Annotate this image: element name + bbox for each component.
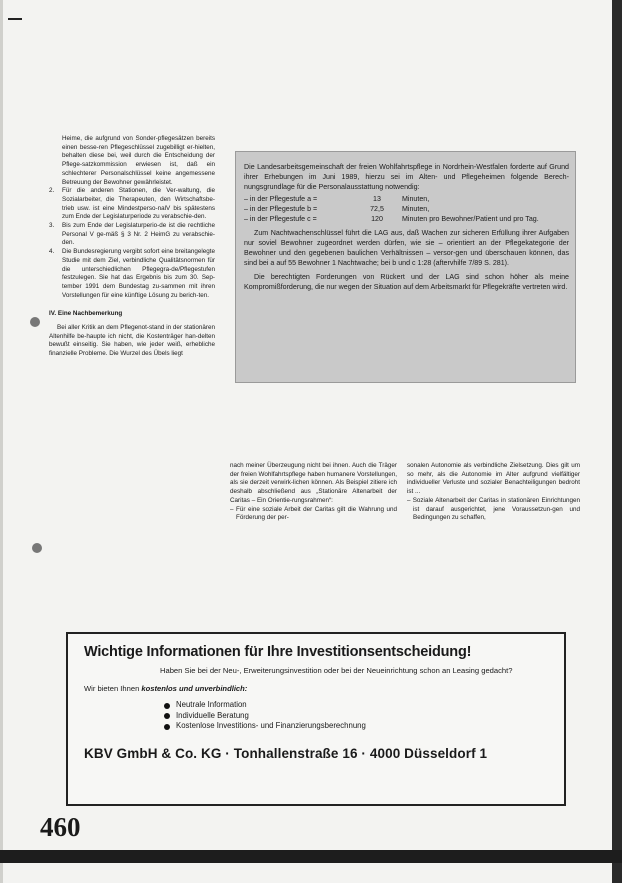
right-column — [407, 462, 580, 523]
ad-bullet-item: Neutrale Information — [164, 700, 548, 711]
rate-unit: Minuten pro Bewohner/Patient und pro Tag. — [402, 215, 539, 223]
rate-value: 72,5 — [370, 205, 384, 213]
list-item-text: Für die anderen Stationen, die Ver-waltung, die Sozialarbeiter, die Therapeuten, den Wirtschaftsbe-trieb usw. ist eine Mindestperso-nalV bis spätestens zum Ende der Legislaturperiode zu verabschie-den. — [62, 187, 215, 221]
care-level-rates — [244, 194, 569, 224]
ad-title: Wichtige Informationen für Ihre Investitionsentscheidung! — [84, 644, 472, 660]
rate-unit: Minuten, — [402, 205, 430, 213]
rate-row — [244, 194, 569, 204]
section-paragraph: Bei aller Kritik an dem Pflegenot-stand in der stationären Altenhilfe be-haupte ich nicht, die Kostenträger han-delten bewußt einseitig. Sie haben, wie jeder weiß, erhebliche finanzielle Probleme. Die Wurzel des Übels liegt — [49, 324, 215, 358]
list-item-text: Bis zum Ende der Legislaturperio-de ist die rechtliche Personal V ge-mäß § 3 Nr. 2 HeimG zu verabschie-den. — [62, 222, 215, 247]
section-heading: IV. Eine Nachbemerkung — [49, 310, 123, 318]
list-number: 4. — [49, 248, 55, 256]
ad-bullet-list — [164, 700, 548, 732]
ad-bullet-item: Kostenlose Investitions- und Finanzierungsberechnung — [164, 721, 548, 732]
list-number: 2. — [49, 187, 55, 195]
rate-row — [244, 214, 569, 224]
list-number: 3. — [49, 222, 55, 230]
scan-right-edge — [612, 0, 622, 883]
rate-unit: Minuten, — [402, 195, 430, 203]
box-paragraph-2: Zum Nachtwachenschlüssel führt die LAG aus, daß Wachen zur sicheren Erfüllung ihrer Aufgaben nur soviel Bewohner zugeordnet werden dürfen, wie sie – orientiert an der Pflegekategorie der Bewohner und den gegebenen baulichen Verhältnissen – versor-gen und überschauen können, das sind bei a auf 55 Bewohner 1 Nachtwache; bei b und c 1:28 (aftervhilfe 7/89 S. 281). — [244, 229, 569, 267]
rate-value: 13 — [373, 195, 381, 203]
list-item — [49, 222, 215, 248]
middle-bullet: – Für eine soziale Arbeit der Caritas gilt die Wahrung und Förderung der per- — [230, 505, 397, 522]
right-bullet: – Soziale Altenarbeit der Caritas in stationären Einrichtungen ist darauf ausgerichtet, jene Voraussetzun-gen und Bedingungen zu schaffen, — [407, 496, 580, 522]
scan-left-edge — [0, 0, 3, 883]
page-number: 460 — [40, 812, 81, 842]
punch-hole-top — [30, 317, 40, 327]
box-paragraph-1: Die Landesarbeitsgemeinschaft der freien Wohlfahrtspflege in Nordrhein-Westfalen forderte auf Grund ihrer Erhebungen im Juni 1989, hierzu sei im Alten- und Pflegeheimen folgende Berech-nungsgrundlage für die Personalausstattung notwendig: — [244, 163, 569, 191]
rate-label: – in der Pflegestufe c = — [244, 215, 317, 223]
demand-list — [49, 187, 215, 300]
right-paragraph: sonalen Autonomie als verbindliche Zielsetzung. Dies gilt um so mehr, als die Autonomie im Alter aufgrund vielfältiger individueller Verluste und sozialer Benachteiligungen bedroht ist ... — [407, 462, 580, 496]
rate-label: – in der Pflegestufe b = — [244, 205, 318, 213]
intro-paragraph: Heime, die aufgrund von Sonder-pflegesätzen bereits einen besse-ren Pflegeschlüssel zugebilligt er-hielten, behalten diese bei, weil durch die Entscheidung der Pflege-satzkommission erwiesen ist, daß ein schlechterer Personalschlüssel keine angemessene Betreuung der Bewohner gewährleistet. — [62, 135, 215, 186]
box-paragraph-3: Die berechtigten Forderungen von Rückert und der LAG sind schon höher als meine Kompromißforderung, die nur wegen der Situation auf dem Arbeitsmarkt für Pflegekräfte vertreten wird. — [244, 273, 569, 291]
left-column — [49, 135, 215, 359]
middle-paragraph: nach meiner Überzeugung nicht bei ihnen. Auch die Träger der freien Wohlfahrtspflege haben humanere Vorstellungen, als sie derzeit verwirk-lichen können. Als Beispiel zitiere ich deshalb abschließend aus „Stationäre Altenarbeit der Caritas – Ein Orientie-rungsrahmen“: — [230, 462, 397, 504]
ad-offer-prefix: Wir bieten Ihnen — [84, 684, 140, 693]
ad-offer — [84, 684, 548, 694]
ad-footer-address: KBV GmbH & Co. KG · Tonhallenstraße 16 · 4000 Düsseldorf 1 — [84, 745, 488, 761]
rate-row — [244, 204, 569, 214]
middle-column — [230, 462, 397, 523]
ad-intro: Haben Sie bei der Neu-, Erweiterungsinvestition oder bei der Neueinrichtung schon an Leasing gedacht? — [160, 666, 513, 675]
ad-bullet-item: Individuelle Beratung — [164, 711, 548, 722]
scan-bottom-bar — [0, 850, 622, 863]
list-item — [49, 187, 215, 222]
rate-label: – in der Pflegestufe a = — [244, 195, 318, 203]
rate-value: 120 — [371, 215, 383, 223]
highlight-box — [235, 151, 576, 383]
ad-offer-emphasis: kostenlos und unverbindlich: — [141, 684, 248, 693]
list-item-text: Die Bundesregierung vergibt sofort eine breitangelegte Studie mit dem Ziel, verbindliche Qualitätsnormen für die unterschiedlichen Pflegegra-de/Pflegestufen festzulegen. Sie hat das Ergebnis bis zum 30. Sep-tember 1991 dem Bundestag zu-sammen mit ihren Vorstellungen für eine künftige Lösung zu berich-ten. — [62, 248, 215, 299]
list-item — [49, 248, 215, 300]
punch-hole-bottom — [32, 543, 42, 553]
scan-corner-mark — [8, 18, 22, 20]
advertisement-box — [66, 632, 566, 806]
